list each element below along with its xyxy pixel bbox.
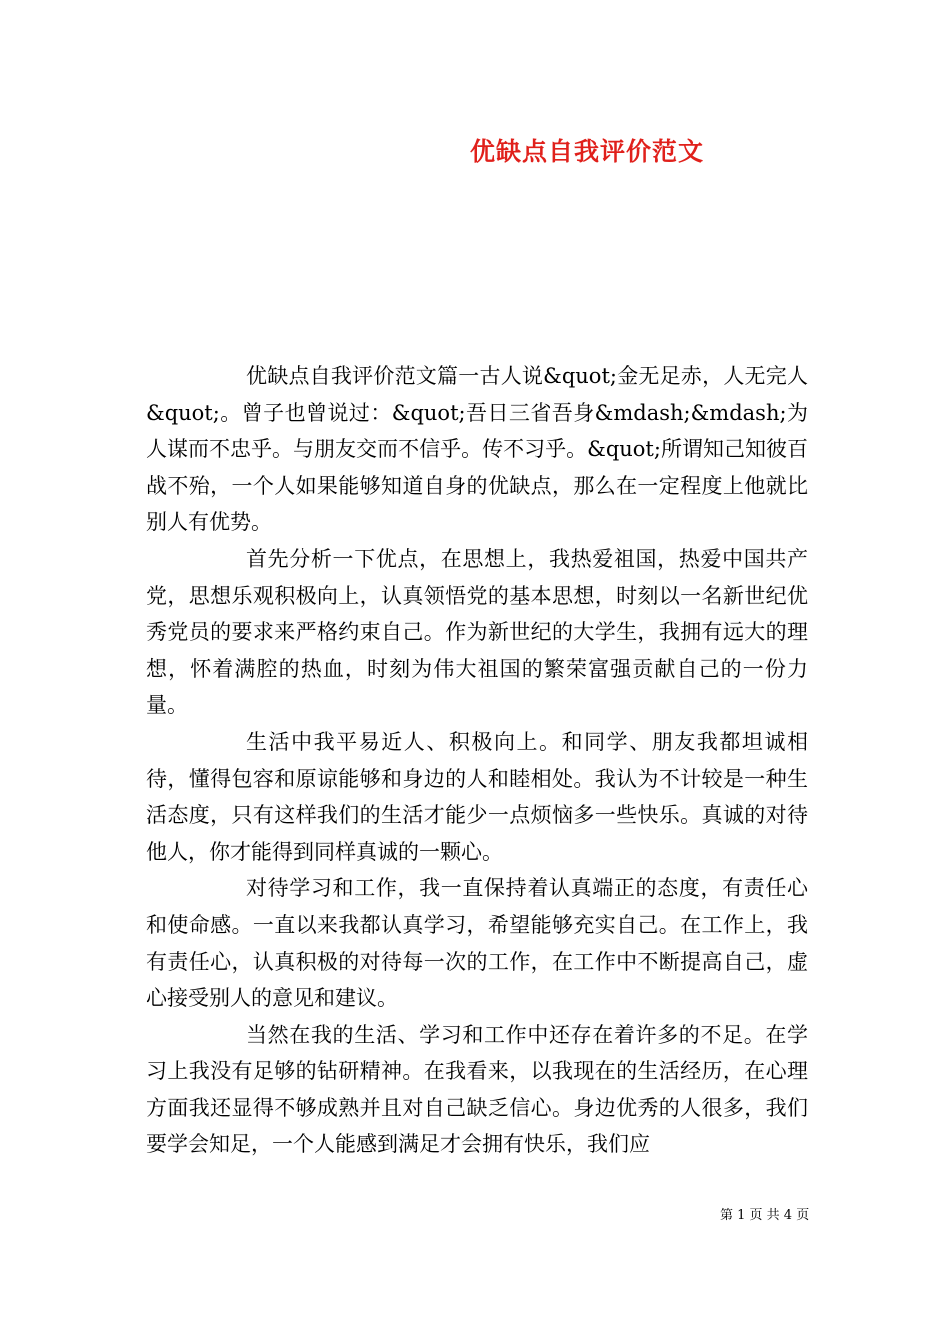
paragraph-1: 优缺点自我评价范文篇一古人说&quot;金无足赤，人无完人&quot;。曾子也曾说过：&quot;吾日三省吾身&mdash;&mdash;为人谋而不忠乎。与朋友交而不信乎。传不习乎。&quot;所谓知己知彼百战不殆，一个人如果能够知道自身的优缺点，那么在一定程度上他就比别人有优势。 — [146, 364, 808, 535]
paragraph-4: 对待学习和工作，我一直保持着认真端正的态度，有责任心和使命感。一直以来我都认真学习，希望能够充实自己。在工作上，我有责任心，认真积极的对待每一次的工作，在工作中不断提高自己，虚心接受别人的意见和建议。 — [146, 876, 808, 1011]
paragraph-5: 当然在我的生活、学习和工作中还存在着许多的不足。在学习上我没有足够的钻研精神。在我看来，以我现在的生活经历，在心理方面我还显得不够成熟并且对自己缺乏信心。身边优秀的人很多，我们要学会知足，一个人能感到满足才会拥有快乐，我们应 — [146, 1022, 808, 1157]
document-body — [146, 358, 808, 1163]
paragraph-2: 首先分析一下优点，在思想上，我热爱祖国，热爱中国共产党，思想乐观积极向上，认真领悟党的基本思想，时刻以一名新世纪优秀党员的要求来严格约束自己。作为新世纪的大学生，我拥有远大的理想，怀着满腔的热血，时刻为伟大祖国的繁荣富强贡献自己的一份力量。 — [146, 546, 808, 718]
document-title: 优缺点自我评价范文 — [470, 137, 705, 166]
page-number-footer: 第 1 页 共 4 页 — [720, 1208, 810, 1223]
paragraph-3: 生活中我平易近人、积极向上。和同学、朋友我都坦诚相待，懂得包容和原谅能够和身边的人和睦相处。我认为不计较是一种生活态度，只有这样我们的生活才能少一点烦恼多一些快乐。真诚的对待他人，你才能得到同样真诚的一颗心。 — [146, 729, 808, 864]
